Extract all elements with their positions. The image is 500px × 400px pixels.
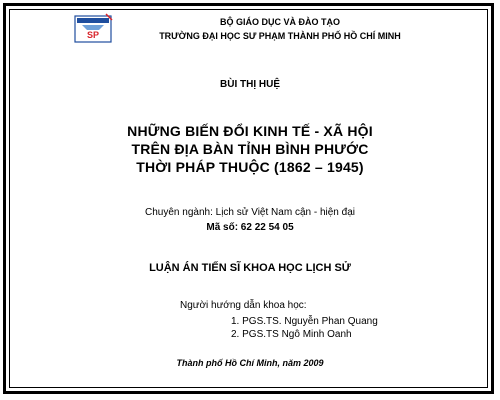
university-name: TRƯỜNG ĐẠI HỌC SƯ PHẠM THÀNH PHỐ HỒ CHÍ MINH	[159, 31, 401, 41]
specialization-code: Mã số: 62 22 54 05	[206, 222, 294, 233]
degree-title: LUẬN ÁN TIẾN SĨ KHOA HỌC LỊCH SỬ	[149, 262, 351, 274]
thesis-title-line: TRÊN ĐỊA BÀN TỈNH BÌNH PHƯỚC	[131, 141, 369, 157]
author-name: BÙI THỊ HUỆ	[220, 79, 280, 90]
logo-text: SP	[86, 30, 100, 40]
ministry-name: BỘ GIÁO DỤC VÀ ĐÀO TẠO	[219, 17, 340, 27]
thesis-title-line: THỜI PHÁP THUỘC (1862 – 1945)	[136, 159, 364, 175]
advisor-item: 2. PGS.TS Ngô Minh Oanh	[231, 329, 352, 340]
place-date: Thành phố Hồ Chí Minh, năm 2009	[176, 358, 324, 368]
advisor-item: 1. PGS.TS. Nguyễn Phan Quang	[231, 316, 378, 327]
specialization: Chuyên ngành: Lịch sử Việt Nam cận - hiện đại	[145, 207, 355, 218]
advisors-label: Người hướng dẫn khoa học:	[180, 300, 307, 311]
thesis-title-line: NHỮNG BIẾN ĐỔI KINH TẾ - XÃ HỘI	[127, 123, 373, 139]
